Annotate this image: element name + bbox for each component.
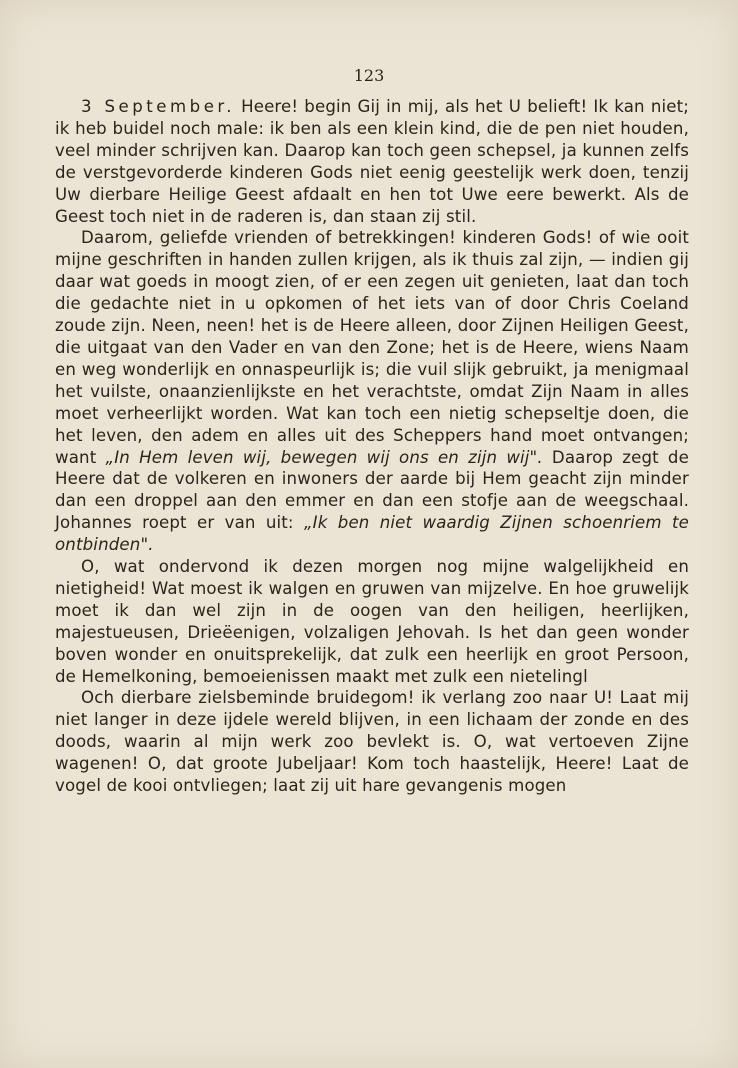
paragraph-1-text: Heere! begin Gij in mij, als het U belieft! Ik kan niet; ik heb buidel noch male: ik ben als een klein kind, die de pen niet houden, veel minder schrijven kan. Daarop kan toch geen schepsel, ja kunnen zelfs de verstgevorderde kinderen Gods niet eenig geestelijk werk doen, tenzij Uw dierbare Heilige Geest afdaalt en hen tot Uwe eere bewerkt. Als de Geest toch niet in de raderen is, dan staan zij stil. <box>55 97 689 226</box>
paragraph-1 <box>55 96 689 227</box>
paragraph-2 <box>55 227 689 556</box>
paragraph-2-text-a: Daarom, geliefde vrienden of betrekkingen! kinderen Gods! of wie ooit mijne geschriften in handen zullen krijgen, als ik thuis zal zijn, — indien gij daar wat goeds in moogt zien, of er een zegen uit genieten, laat dan toch die gedachte niet in u opkomen of het iets van of door Chris Coeland zoude zijn. Neen, neen! het is de Heere alleen, door Zijnen Heiligen Geest, die uitgaat van den Vader en van den Zone; het is de Heere, wiens Naam en weg wonderlijk en onnaspeurlijk is; die vuil slijk gebruikt, ja menigmaal het vuilste, onaanzienlijkste en het verachtste, omdat Zijn Naam in alles moet verheerlijkt worden. Wat kan toch een nietig schepseltje doen, die het leven, den adem en alles uit des Scheppers hand moet ontvangen; want <box>55 228 689 467</box>
scripture-quote-1: „In Hem leven wij, bewegen wij ons en zijn wij". <box>105 447 543 467</box>
scripture-quote-2: „Ik ben niet waardig Zijnen schoenriem te ontbinden". <box>55 513 689 555</box>
paragraph-2-text-b: Daarop zegt de Heere dat de volkeren en inwoners der aarde bij Hem geacht zijn minder dan een droppel aan den emmer en dan een stofje aan de weegschaal. Johannes roept er van uit: <box>55 447 689 533</box>
page-body <box>55 96 689 797</box>
date-heading: 3 September. <box>81 97 235 116</box>
paragraph-4: Och dierbare zielsbeminde bruidegom! ik verlang zoo naar U! Laat mij niet langer in deze ijdele wereld blijven, in een lichaam der zonde en des doods, waarin al mijn werk zoo bevlekt is. O, wat vertoeven Zijne wagenen! O, dat groote Jubeljaar! Kom toch haastelijk, Heere! Laat de vogel de kooi ontvliegen; laat zij uit hare gevangenis mogen <box>55 688 689 796</box>
page-number: 123 <box>353 66 385 85</box>
paragraph-3: O, wat ondervond ik dezen morgen nog mijne walgelijkheid en nietigheid! Wat moest ik walgen en gruwen van mijzelve. En hoe gruwelijk moet ik dan wel zijn in de oogen van den heiligen, heerlijken, majestueusen, Drieëenigen, volzaligen Jehovah. Is het dan geen wonder boven wonder en onuitsprekelijk, dat zulk een heerlijk en groot Persoon, de Hemelkoning, bemoeienissen maakt met zulk een nietelingl <box>55 557 689 686</box>
